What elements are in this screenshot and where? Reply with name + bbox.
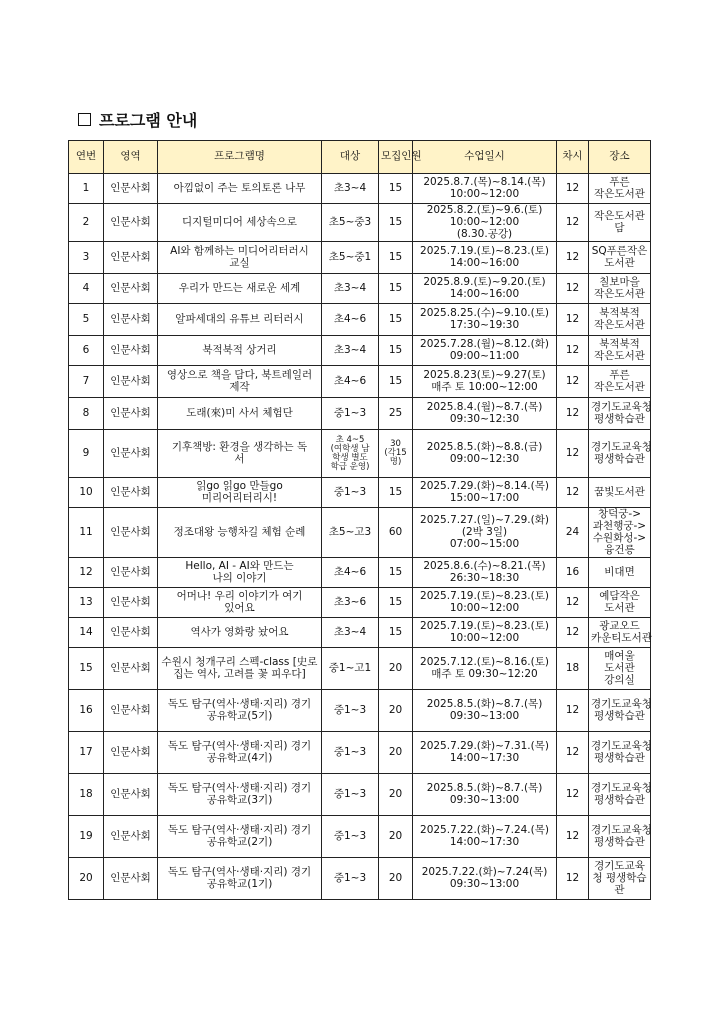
cell-target: 초3~4 <box>322 174 379 204</box>
cell-datetime: 2025.8.5.(화)~8.8.(금) 09:00~12:30 <box>413 430 557 478</box>
cell-area: 인문사회 <box>104 274 158 304</box>
cell-count: 15 <box>379 174 413 204</box>
header-area: 영역 <box>104 141 158 174</box>
cell-count: 15 <box>379 366 413 398</box>
cell-datetime: 2025.7.22.(화)~7.24.(목) 14:00~17:30 <box>413 816 557 858</box>
cell-program: 알파세대의 유튜브 리터러시 <box>158 304 322 336</box>
header-target: 대상 <box>322 141 379 174</box>
cell-place: 경기도교육청 평생학습관 <box>589 816 651 858</box>
cell-program: 수원시 청개구리 스펙-class [史로 집는 역사, 고려를 꽃 피우다] <box>158 648 322 690</box>
cell-count: 15 <box>379 274 413 304</box>
cell-area: 인문사회 <box>104 204 158 242</box>
table-row <box>69 816 651 858</box>
header-count: 모집인원 <box>379 141 413 174</box>
cell-datetime: 2025.8.2.(토)~9.6.(토) 10:00~12:00 (8.30.공강) <box>413 204 557 242</box>
cell-count: 15 <box>379 558 413 588</box>
table-row <box>69 336 651 366</box>
cell-program: 기후책방: 환경을 생각하는 독 서 <box>158 430 322 478</box>
cell-program: 독도 탐구(역사·생태·지리) 경기 공유학교(2기) <box>158 816 322 858</box>
cell-program: 디지털미디어 세상속으로 <box>158 204 322 242</box>
cell-sessions: 12 <box>557 618 589 648</box>
cell-target: 중1~3 <box>322 816 379 858</box>
cell-place: 경기도교육청 평생학습관 <box>589 774 651 816</box>
cell-place: 칠보마을 작은도서관 <box>589 274 651 304</box>
cell-sessions: 12 <box>557 304 589 336</box>
cell-datetime: 2025.8.25.(수)~9.10.(토) 17:30~19:30 <box>413 304 557 336</box>
cell-place: 창덕궁-> 과천행궁-> 수원화성-> 융건릉 <box>589 508 651 558</box>
cell-place: 북적북적 작은도서관 <box>589 304 651 336</box>
cell-datetime: 2025.7.29.(화)~7.31.(목) 14:00~17:30 <box>413 732 557 774</box>
cell-count: 20 <box>379 690 413 732</box>
cell-sessions: 12 <box>557 174 589 204</box>
cell-area: 인문사회 <box>104 618 158 648</box>
cell-target: 초 4~5 (여학생 남 학생 별도 학급 운영) <box>322 430 379 478</box>
cell-target: 초3~4 <box>322 274 379 304</box>
cell-count: 15 <box>379 618 413 648</box>
cell-program: 읽go 읽go 만들go 미리어리터리시! <box>158 478 322 508</box>
cell-no: 18 <box>69 774 104 816</box>
cell-sessions: 12 <box>557 336 589 366</box>
cell-sessions: 12 <box>557 430 589 478</box>
cell-target: 초4~6 <box>322 366 379 398</box>
cell-area: 인문사회 <box>104 478 158 508</box>
cell-target: 중1~3 <box>322 732 379 774</box>
cell-program: Hello, AI - AI와 만드는 나의 이야기 <box>158 558 322 588</box>
cell-datetime: 2025.7.19.(토)~8.23.(토) 10:00~12:00 <box>413 588 557 618</box>
table-body <box>69 174 651 900</box>
header-program: 프로그램명 <box>158 141 322 174</box>
cell-sessions: 12 <box>557 588 589 618</box>
cell-count: 15 <box>379 336 413 366</box>
cell-program: 독도 탐구(역사·생태·지리) 경기 공유학교(4기) <box>158 732 322 774</box>
cell-target: 초5~중1 <box>322 242 379 274</box>
cell-sessions: 12 <box>557 732 589 774</box>
cell-target: 중1~3 <box>322 774 379 816</box>
cell-count: 15 <box>379 242 413 274</box>
cell-program: 아낌없이 주는 토의토론 나무 <box>158 174 322 204</box>
cell-program: 독도 탐구(역사·생태·지리) 경기 공유학교(1기) <box>158 858 322 900</box>
cell-target: 초4~6 <box>322 304 379 336</box>
cell-place: 예담작은 도서관 <box>589 588 651 618</box>
cell-sessions: 12 <box>557 398 589 430</box>
table-row <box>69 558 651 588</box>
cell-no: 16 <box>69 690 104 732</box>
table-row <box>69 478 651 508</box>
cell-area: 인문사회 <box>104 430 158 478</box>
table-row <box>69 690 651 732</box>
cell-place: SQ푸른작은 도서관 <box>589 242 651 274</box>
cell-target: 초5~중3 <box>322 204 379 242</box>
cell-datetime: 2025.7.29.(화)~8.14.(목) 15:00~17:00 <box>413 478 557 508</box>
cell-no: 4 <box>69 274 104 304</box>
cell-program: 어머나! 우리 이야기가 여기 있어요 <box>158 588 322 618</box>
cell-no: 7 <box>69 366 104 398</box>
section-title <box>78 108 197 130</box>
cell-area: 인문사회 <box>104 366 158 398</box>
cell-place: 매여울 도서관 강의실 <box>589 648 651 690</box>
cell-sessions: 12 <box>557 816 589 858</box>
cell-target: 초4~6 <box>322 558 379 588</box>
cell-place: 북적북적 작은도서관 <box>589 336 651 366</box>
cell-program: 우리가 만드는 새로운 세계 <box>158 274 322 304</box>
cell-area: 인문사회 <box>104 816 158 858</box>
cell-sessions: 12 <box>557 366 589 398</box>
table-row <box>69 774 651 816</box>
cell-datetime: 2025.8.5.(화)~8.7.(목) 09:30~13:00 <box>413 774 557 816</box>
cell-no: 15 <box>69 648 104 690</box>
table-row <box>69 858 651 900</box>
cell-area: 인문사회 <box>104 774 158 816</box>
table-row <box>69 618 651 648</box>
cell-sessions: 18 <box>557 648 589 690</box>
cell-no: 13 <box>69 588 104 618</box>
cell-place: 경기도교육청 평생학습관 <box>589 732 651 774</box>
cell-datetime: 2025.7.22.(화)~7.24(목) 09:30~13:00 <box>413 858 557 900</box>
cell-count: 20 <box>379 648 413 690</box>
cell-target: 초3~4 <box>322 618 379 648</box>
table-row <box>69 366 651 398</box>
table-row <box>69 732 651 774</box>
table-row <box>69 204 651 242</box>
cell-no: 19 <box>69 816 104 858</box>
cell-program: 독도 탐구(역사·생태·지리) 경기 공유학교(5기) <box>158 690 322 732</box>
cell-count: 20 <box>379 858 413 900</box>
cell-no: 10 <box>69 478 104 508</box>
cell-target: 초5~고3 <box>322 508 379 558</box>
cell-place: 비대면 <box>589 558 651 588</box>
cell-datetime: 2025.8.9.(토)~9.20.(토) 14:00~16:00 <box>413 274 557 304</box>
cell-area: 인문사회 <box>104 588 158 618</box>
cell-place: 꿈빛도서관 <box>589 478 651 508</box>
cell-no: 17 <box>69 732 104 774</box>
cell-count: 15 <box>379 204 413 242</box>
table-row <box>69 430 651 478</box>
cell-datetime: 2025.7.19.(토)~8.23.(토) 14:00~16:00 <box>413 242 557 274</box>
cell-no: 14 <box>69 618 104 648</box>
cell-area: 인문사회 <box>104 648 158 690</box>
cell-area: 인문사회 <box>104 858 158 900</box>
table-row <box>69 304 651 336</box>
cell-datetime: 2025.7.19.(토)~8.23.(토) 10:00~12:00 <box>413 618 557 648</box>
cell-area: 인문사회 <box>104 336 158 366</box>
cell-place: 푸른 작은도서관 <box>589 366 651 398</box>
cell-target: 초3~6 <box>322 588 379 618</box>
cell-sessions: 12 <box>557 858 589 900</box>
table-row <box>69 648 651 690</box>
header-place: 장소 <box>589 141 651 174</box>
cell-datetime: 2025.7.12.(토)~8.16.(토) 매주 토 09:30~12:20 <box>413 648 557 690</box>
cell-sessions: 12 <box>557 204 589 242</box>
cell-place: 경기도교육 청 평생학습 관 <box>589 858 651 900</box>
cell-count: 15 <box>379 478 413 508</box>
cell-no: 2 <box>69 204 104 242</box>
cell-datetime: 2025.8.5.(화)~8.7.(목) 09:30~13:00 <box>413 690 557 732</box>
table-row <box>69 274 651 304</box>
cell-target: 중1~3 <box>322 858 379 900</box>
header-datetime: 수업일시 <box>413 141 557 174</box>
cell-no: 20 <box>69 858 104 900</box>
table-row <box>69 242 651 274</box>
cell-datetime: 2025.8.4.(월)~8.7.(목) 09:30~12:30 <box>413 398 557 430</box>
cell-no: 12 <box>69 558 104 588</box>
cell-count: 60 <box>379 508 413 558</box>
cell-area: 인문사회 <box>104 174 158 204</box>
cell-area: 인문사회 <box>104 732 158 774</box>
cell-program: 정조대왕 능행차길 체험 순례 <box>158 508 322 558</box>
cell-program: 영상으로 책을 담다, 북트레일러 제작 <box>158 366 322 398</box>
cell-count: 30 (각15 명) <box>379 430 413 478</box>
header-no: 연번 <box>69 141 104 174</box>
table-row <box>69 508 651 558</box>
cell-sessions: 24 <box>557 508 589 558</box>
cell-no: 1 <box>69 174 104 204</box>
cell-count: 20 <box>379 816 413 858</box>
cell-target: 초3~4 <box>322 336 379 366</box>
cell-count: 15 <box>379 588 413 618</box>
cell-datetime: 2025.8.6.(수)~8.21.(목) 26:30~18:30 <box>413 558 557 588</box>
cell-sessions: 12 <box>557 242 589 274</box>
section-title-text: 프로그램 안내 <box>99 110 198 130</box>
cell-area: 인문사회 <box>104 508 158 558</box>
cell-sessions: 16 <box>557 558 589 588</box>
checkbox-square-icon <box>78 113 91 126</box>
table-header-row <box>69 141 651 174</box>
table-row <box>69 588 651 618</box>
cell-place: 경기도교육청 평생학습관 <box>589 690 651 732</box>
cell-target: 중1~고1 <box>322 648 379 690</box>
cell-sessions: 12 <box>557 690 589 732</box>
cell-datetime: 2025.8.7.(목)~8.14.(목) 10:00~12:00 <box>413 174 557 204</box>
cell-area: 인문사회 <box>104 398 158 430</box>
cell-area: 인문사회 <box>104 304 158 336</box>
cell-count: 15 <box>379 304 413 336</box>
cell-no: 5 <box>69 304 104 336</box>
cell-place: 작은도서관 담 <box>589 204 651 242</box>
header-sessions: 차시 <box>557 141 589 174</box>
cell-area: 인문사회 <box>104 558 158 588</box>
cell-target: 중1~3 <box>322 398 379 430</box>
cell-area: 인문사회 <box>104 242 158 274</box>
table-row <box>69 174 651 204</box>
cell-datetime: 2025.8.23(토)~9.27(토) 매주 토 10:00~12:00 <box>413 366 557 398</box>
cell-count: 25 <box>379 398 413 430</box>
cell-place: 경기도교육청 평생학습관 <box>589 430 651 478</box>
cell-no: 9 <box>69 430 104 478</box>
cell-place: 푸른 작은도서관 <box>589 174 651 204</box>
cell-count: 20 <box>379 732 413 774</box>
cell-place: 광교오드 카운티도서관 <box>589 618 651 648</box>
cell-no: 3 <box>69 242 104 274</box>
cell-count: 20 <box>379 774 413 816</box>
cell-program: 역사가 영화랑 놨어요 <box>158 618 322 648</box>
cell-sessions: 12 <box>557 478 589 508</box>
cell-place: 경기도교육청 평생학습관 <box>589 398 651 430</box>
cell-program: AI와 함께하는 미디어리터러시 교실 <box>158 242 322 274</box>
cell-sessions: 12 <box>557 774 589 816</box>
program-table <box>68 140 651 900</box>
cell-datetime: 2025.7.28.(월)~8.12.(화) 09:00~11:00 <box>413 336 557 366</box>
cell-no: 6 <box>69 336 104 366</box>
cell-sessions: 12 <box>557 274 589 304</box>
cell-program: 북적북적 상거리 <box>158 336 322 366</box>
cell-area: 인문사회 <box>104 690 158 732</box>
cell-no: 8 <box>69 398 104 430</box>
cell-program: 도래(來)미 사서 체험단 <box>158 398 322 430</box>
table-row <box>69 398 651 430</box>
cell-no: 11 <box>69 508 104 558</box>
cell-datetime: 2025.7.27.(일)~7.29.(화) (2박 3일) 07:00~15:00 <box>413 508 557 558</box>
cell-program: 독도 탐구(역사·생태·지리) 경기 공유학교(3기) <box>158 774 322 816</box>
cell-target: 중1~3 <box>322 690 379 732</box>
cell-target: 중1~3 <box>322 478 379 508</box>
